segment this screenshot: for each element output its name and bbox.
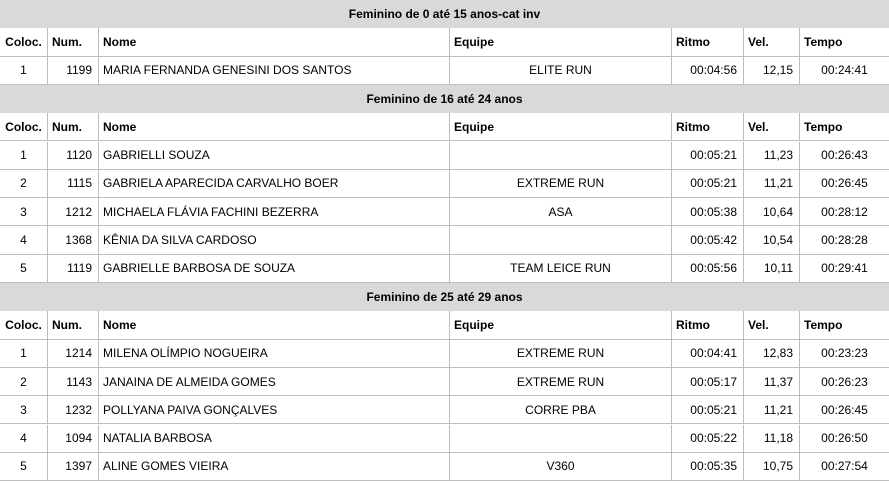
- table-row: [0, 226, 889, 254]
- table-row: [0, 170, 889, 198]
- athlete-name-cell: GABRIELLI SOUZA: [99, 142, 450, 170]
- team-cell: TEAM LEICE RUN: [450, 255, 672, 283]
- time-cell: 00:29:41: [800, 255, 889, 283]
- table-row: [0, 368, 889, 396]
- time-cell: 00:28:12: [800, 198, 889, 226]
- pace-cell: 00:05:21: [672, 396, 744, 424]
- table-row: [0, 396, 889, 424]
- placement-cell: 3: [0, 396, 48, 424]
- placement-cell: 1: [0, 142, 48, 170]
- placement-cell: 2: [0, 368, 48, 396]
- pace-cell: 00:05:21: [672, 170, 744, 198]
- column-header-bib-number: Num.: [48, 113, 99, 141]
- athlete-name-cell: MARIA FERNANDA GENESINI DOS SANTOS: [99, 57, 450, 85]
- placement-cell: 1: [0, 57, 48, 85]
- speed-cell: 11,21: [744, 396, 800, 424]
- team-cell: EXTREME RUN: [450, 170, 672, 198]
- pace-cell: 00:05:21: [672, 142, 744, 170]
- column-header-team: Equipe: [450, 28, 672, 56]
- column-header-team: Equipe: [450, 113, 672, 141]
- placement-cell: 3: [0, 198, 48, 226]
- athlete-name-cell: MICHAELA FLÁVIA FACHINI BEZERRA: [99, 198, 450, 226]
- bib-number-cell: 1232: [48, 396, 99, 424]
- team-cell: V360: [450, 453, 672, 481]
- column-header-pace: Ritmo: [672, 28, 744, 56]
- category-title-row: [0, 85, 889, 113]
- bib-number-cell: 1199: [48, 57, 99, 85]
- athlete-name-cell: ALINE GOMES VIEIRA: [99, 453, 450, 481]
- column-header-speed: Vel.: [744, 311, 800, 339]
- column-header-row: [0, 28, 889, 56]
- pace-cell: 00:04:56: [672, 57, 744, 85]
- placement-cell: 1: [0, 340, 48, 368]
- pace-cell: 00:05:35: [672, 453, 744, 481]
- athlete-name-cell: MILENA OLÍMPIO NOGUEIRA: [99, 340, 450, 368]
- time-cell: 00:26:23: [800, 368, 889, 396]
- speed-cell: 11,21: [744, 170, 800, 198]
- athlete-name-cell: GABRIELA APARECIDA CARVALHO BOER: [99, 170, 450, 198]
- athlete-name-cell: GABRIELLE BARBOSA DE SOUZA: [99, 255, 450, 283]
- column-header-row: [0, 113, 889, 141]
- bib-number-cell: 1119: [48, 255, 99, 283]
- speed-cell: 11,23: [744, 142, 800, 170]
- column-header-athlete-name: Nome: [99, 311, 450, 339]
- bib-number-cell: 1120: [48, 142, 99, 170]
- bib-number-cell: 1115: [48, 170, 99, 198]
- column-header-placement: Coloc.: [0, 28, 48, 56]
- placement-cell: 5: [0, 453, 48, 481]
- category-title: Feminino de 16 até 24 anos: [366, 92, 523, 107]
- column-header-time: Tempo: [800, 113, 889, 141]
- table-row: [0, 57, 889, 85]
- column-header-pace: Ritmo: [672, 311, 744, 339]
- speed-cell: 11,18: [744, 425, 800, 453]
- column-header-placement: Coloc.: [0, 113, 48, 141]
- time-cell: 00:26:50: [800, 425, 889, 453]
- time-cell: 00:23:23: [800, 340, 889, 368]
- athlete-name-cell: KÊNIA DA SILVA CARDOSO: [99, 226, 450, 254]
- pace-cell: 00:04:41: [672, 340, 744, 368]
- column-header-bib-number: Num.: [48, 28, 99, 56]
- placement-cell: 2: [0, 170, 48, 198]
- bib-number-cell: 1368: [48, 226, 99, 254]
- team-cell: EXTREME RUN: [450, 340, 672, 368]
- placement-cell: 4: [0, 226, 48, 254]
- team-cell: [450, 142, 672, 170]
- athlete-name-cell: POLLYANA PAIVA GONÇALVES: [99, 396, 450, 424]
- table-row: [0, 255, 889, 283]
- team-cell: ASA: [450, 198, 672, 226]
- category-title: Feminino de 25 até 29 anos: [366, 290, 523, 305]
- time-cell: 00:26:45: [800, 170, 889, 198]
- athlete-name-cell: JANAINA DE ALMEIDA GOMES: [99, 368, 450, 396]
- table-row: [0, 340, 889, 368]
- speed-cell: 12,83: [744, 340, 800, 368]
- table-row: [0, 453, 889, 481]
- column-header-pace: Ritmo: [672, 113, 744, 141]
- placement-cell: 4: [0, 425, 48, 453]
- column-header-speed: Vel.: [744, 28, 800, 56]
- pace-cell: 00:05:17: [672, 368, 744, 396]
- column-header-athlete-name: Nome: [99, 113, 450, 141]
- athlete-name-cell: NATALIA BARBOSA: [99, 425, 450, 453]
- column-header-placement: Coloc.: [0, 311, 48, 339]
- bib-number-cell: 1143: [48, 368, 99, 396]
- category-title-row: [0, 0, 889, 28]
- pace-cell: 00:05:22: [672, 425, 744, 453]
- placement-cell: 5: [0, 255, 48, 283]
- team-cell: ELITE RUN: [450, 57, 672, 85]
- time-cell: 00:24:41: [800, 57, 889, 85]
- category-title: Feminino de 0 até 15 anos-cat inv: [348, 7, 541, 22]
- bib-number-cell: 1212: [48, 198, 99, 226]
- speed-cell: 10,64: [744, 198, 800, 226]
- team-cell: EXTREME RUN: [450, 368, 672, 396]
- speed-cell: 12,15: [744, 57, 800, 85]
- table-row: [0, 198, 889, 226]
- pace-cell: 00:05:42: [672, 226, 744, 254]
- time-cell: 00:28:28: [800, 226, 889, 254]
- column-header-bib-number: Num.: [48, 311, 99, 339]
- pace-cell: 00:05:38: [672, 198, 744, 226]
- category-title-row: [0, 283, 889, 311]
- team-cell: CORRE PBA: [450, 396, 672, 424]
- column-header-time: Tempo: [800, 28, 889, 56]
- speed-cell: 10,54: [744, 226, 800, 254]
- speed-cell: 10,75: [744, 453, 800, 481]
- table-row: [0, 142, 889, 170]
- column-header-time: Tempo: [800, 311, 889, 339]
- bib-number-cell: 1094: [48, 425, 99, 453]
- team-cell: [450, 425, 672, 453]
- time-cell: 00:27:54: [800, 453, 889, 481]
- column-header-speed: Vel.: [744, 113, 800, 141]
- column-header-row: [0, 311, 889, 339]
- speed-cell: 10,11: [744, 255, 800, 283]
- time-cell: 00:26:43: [800, 142, 889, 170]
- table-row: [0, 425, 889, 453]
- column-header-team: Equipe: [450, 311, 672, 339]
- bib-number-cell: 1397: [48, 453, 99, 481]
- speed-cell: 11,37: [744, 368, 800, 396]
- bib-number-cell: 1214: [48, 340, 99, 368]
- pace-cell: 00:05:56: [672, 255, 744, 283]
- time-cell: 00:26:45: [800, 396, 889, 424]
- team-cell: [450, 226, 672, 254]
- column-header-athlete-name: Nome: [99, 28, 450, 56]
